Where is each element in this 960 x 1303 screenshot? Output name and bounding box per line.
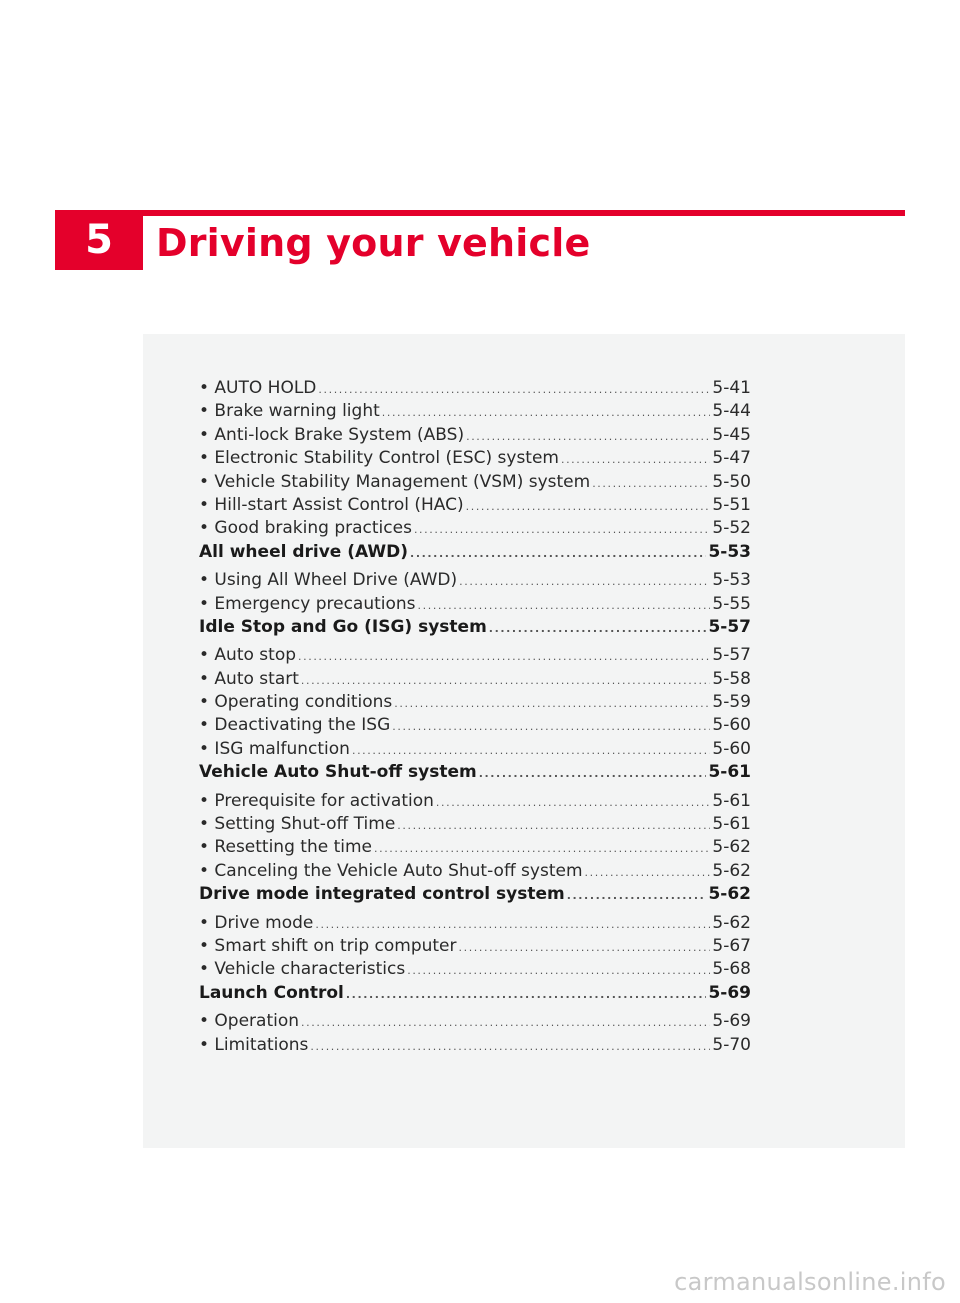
toc-entry-page: 5-70 xyxy=(712,1034,751,1055)
toc-dot-leader xyxy=(466,495,711,517)
toc-entry-label: • Smart shift on trip computer xyxy=(199,935,457,956)
toc-dot-leader xyxy=(561,448,710,470)
toc-entry-label: All wheel drive (AWD) xyxy=(199,541,409,562)
toc-entry-page: 5-67 xyxy=(712,935,751,956)
chapter-number-badge: 5 xyxy=(55,210,143,270)
toc-entry[interactable] xyxy=(199,400,751,423)
toc-entry[interactable] xyxy=(199,912,751,935)
toc-entry-label: • Limitations xyxy=(199,1034,309,1055)
toc-entry-page: 5-45 xyxy=(712,424,751,445)
toc-dot-leader xyxy=(585,861,711,883)
toc-entry[interactable] xyxy=(199,424,751,447)
toc-entry[interactable] xyxy=(199,813,751,836)
toc-entry-page: 5-57 xyxy=(708,616,751,637)
toc-entry-label: • Operation xyxy=(199,1011,300,1032)
toc-dot-leader xyxy=(459,570,710,592)
toc-dot-leader xyxy=(414,518,710,540)
toc-dot-leader xyxy=(410,542,706,564)
toc-entry-page: 5-62 xyxy=(708,884,751,905)
toc-entry-page: 5-61 xyxy=(708,762,751,783)
toc-entry-label: • Operating conditions xyxy=(199,692,393,713)
toc-entry-label: Vehicle Auto Shut-off system xyxy=(199,762,477,783)
toc-dot-leader xyxy=(394,692,710,714)
toc-entry[interactable] xyxy=(199,668,751,691)
toc-entry-label: • Good braking practices xyxy=(199,518,412,539)
toc-dot-leader xyxy=(298,645,710,667)
toc-entry[interactable] xyxy=(199,790,751,813)
toc-entry-page: 5-68 xyxy=(712,959,751,980)
toc-dot-leader xyxy=(310,1035,710,1057)
toc-entry[interactable] xyxy=(199,958,751,981)
toc-entry-page: 5-62 xyxy=(712,837,751,858)
toc-entry-page: 5-51 xyxy=(712,494,751,515)
toc-entry-page: 5-41 xyxy=(712,378,751,398)
toc-section-entry[interactable] xyxy=(199,616,751,639)
toc-entry[interactable] xyxy=(199,377,751,400)
toc-entry[interactable] xyxy=(199,738,751,761)
toc-dot-leader xyxy=(382,401,711,423)
toc-dot-leader xyxy=(592,472,710,494)
toc-dot-leader xyxy=(489,617,707,639)
toc-dot-leader xyxy=(352,739,710,761)
toc-entry-page: 5-61 xyxy=(712,814,751,835)
toc-entry-label: • Prerequisite for activation xyxy=(199,790,434,811)
toc-entry-page: 5-59 xyxy=(712,692,751,713)
toc-dot-leader xyxy=(459,936,711,958)
watermark-text: carmanualsonline.info xyxy=(674,1268,946,1296)
toc-entry-label: • Brake warning light xyxy=(199,401,380,422)
toc-entry[interactable] xyxy=(199,935,751,958)
toc-dot-leader xyxy=(315,913,710,935)
toc-entry-label: • Auto start xyxy=(199,668,299,689)
toc-entry-label: • Electronic Stability Control (ESC) system xyxy=(199,448,559,469)
toc-entry-page: 5-69 xyxy=(712,1011,751,1032)
toc-section-entry[interactable] xyxy=(199,883,751,906)
toc-entry[interactable] xyxy=(199,471,751,494)
toc-entry-label: • Emergency precautions xyxy=(199,593,416,614)
toc-dot-leader xyxy=(436,791,711,813)
toc-dot-leader xyxy=(397,814,710,836)
toc-entry-page: 5-62 xyxy=(712,860,751,881)
toc-entry-label: • Auto stop xyxy=(199,645,297,666)
toc-entry-page: 5-62 xyxy=(712,912,751,933)
toc-entry-label: • Vehicle Stability Management (VSM) system xyxy=(199,471,591,492)
toc-entry-label: Idle Stop and Go (ISG) system xyxy=(199,616,487,637)
toc-entry[interactable] xyxy=(199,494,751,517)
toc-entry[interactable] xyxy=(199,1034,751,1057)
toc-dot-leader xyxy=(418,594,711,616)
toc-entry-page: 5-55 xyxy=(712,593,751,614)
toc-entry[interactable] xyxy=(199,569,751,592)
toc-entry-label: • AUTO HOLD xyxy=(199,378,317,398)
toc-entry-label: • Drive mode xyxy=(199,912,314,933)
toc-entry-label: Launch Control xyxy=(199,982,344,1003)
toc-entry[interactable] xyxy=(199,836,751,859)
toc-entry-label: • Anti-lock Brake System (ABS) xyxy=(199,424,465,445)
toc-dot-leader xyxy=(374,837,710,859)
toc-entry-page: 5-57 xyxy=(712,645,751,666)
toc-dot-leader xyxy=(318,378,710,400)
table-of-contents xyxy=(199,377,751,1057)
chapter-title: Driving your vehicle xyxy=(156,221,591,265)
toc-entry-page: 5-69 xyxy=(708,982,751,1003)
toc-entry-page: 5-44 xyxy=(712,401,751,422)
toc-entry-label: • Vehicle characteristics xyxy=(199,959,406,980)
toc-entry-label: • Using All Wheel Drive (AWD) xyxy=(199,570,458,591)
toc-entry[interactable] xyxy=(199,691,751,714)
toc-dot-leader xyxy=(466,425,710,447)
toc-entry-page: 5-53 xyxy=(712,570,751,591)
toc-section-entry[interactable] xyxy=(199,761,751,784)
toc-dot-leader xyxy=(407,959,710,981)
toc-section-entry[interactable] xyxy=(199,541,751,564)
toc-dot-leader xyxy=(479,762,707,784)
toc-dot-leader xyxy=(567,884,707,906)
toc-entry-label: • Setting Shut-off Time xyxy=(199,814,396,835)
toc-dot-leader xyxy=(346,983,707,1005)
toc-entry-page: 5-50 xyxy=(712,471,751,492)
toc-entry-label: Drive mode integrated control system xyxy=(199,884,565,905)
toc-entry-page: 5-60 xyxy=(712,738,751,759)
toc-dot-leader xyxy=(392,715,710,737)
toc-entry-label: • Resetting the time xyxy=(199,837,372,858)
toc-entry[interactable] xyxy=(199,644,751,667)
toc-entry-label: • ISG malfunction xyxy=(199,738,350,759)
toc-entry[interactable] xyxy=(199,593,751,616)
toc-entry-page: 5-52 xyxy=(712,518,751,539)
toc-dot-leader xyxy=(301,669,711,691)
toc-entry-label: • Deactivating the ISG xyxy=(199,715,391,736)
toc-entry-page: 5-53 xyxy=(708,541,751,562)
toc-entry[interactable] xyxy=(199,1010,751,1033)
toc-dot-leader xyxy=(301,1011,710,1033)
toc-entry-page: 5-60 xyxy=(712,715,751,736)
toc-entry-page: 5-58 xyxy=(712,668,751,689)
toc-section-entry[interactable] xyxy=(199,982,751,1005)
toc-entry[interactable] xyxy=(199,860,751,883)
toc-entry[interactable] xyxy=(199,447,751,470)
toc-entry[interactable] xyxy=(199,714,751,737)
toc-entry[interactable] xyxy=(199,517,751,540)
toc-entry-label: • Hill-start Assist Control (HAC) xyxy=(199,494,464,515)
toc-entry-page: 5-61 xyxy=(712,790,751,811)
toc-entry-label: • Canceling the Vehicle Auto Shut-off system xyxy=(199,860,583,881)
toc-entry-page: 5-47 xyxy=(712,448,751,469)
